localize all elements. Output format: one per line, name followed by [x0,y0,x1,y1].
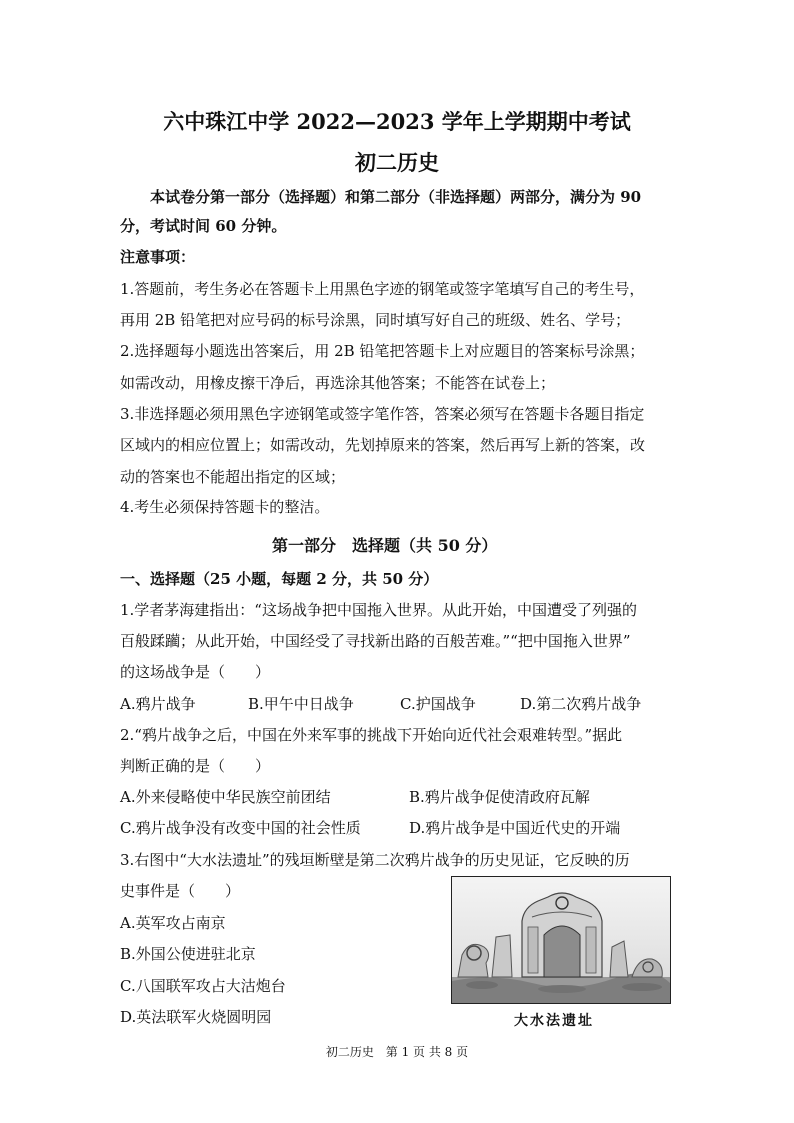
notes-line: 如需改动，用橡皮擦干净后，再选涂其他答案；不能答在试卷上； [120,374,556,392]
footer-subject: 初二历史 [325,1045,374,1059]
q1-option-a: A.鸦片战争 [120,695,196,713]
notes-line: 动的答案也不能超出指定的区域； [120,468,346,486]
q2-text: 2.“鸦片战争之后，中国在外来军事的挑战下开始向近代社会艰难转型。”据此 [120,726,623,744]
notes-line: 3.非选择题必须用黑色字迹钢笔或签字笔作答，答案必须写在答题卡各题目指定 [120,405,645,423]
ruins-photo [451,876,671,1004]
exam-subject: 初二历史 [355,150,439,175]
q3-option-d: D.英法联军火烧圆明园 [120,1008,272,1026]
q1-option-c: C.护国战争 [400,695,476,713]
notes-line: 2.选择题每小题选出答案后，用 2B 铅笔把答题卡上对应题目的答案标号涂黑； [120,342,645,360]
intro-line-1: 本试卷分第一部分（选择题）和第二部分（非选择题）两部分，满分为 90 [150,188,642,206]
q1-option-d: D.第二次鸦片战争 [520,695,642,713]
q1-text: 1.学者茅海建指出：“这场战争把中国拖入世界。从此开始，中国遭受了列强的 [120,601,637,619]
q2-option-a: A.外来侵略使中华民族空前团结 [120,788,331,806]
q2-option-d: D.鸦片战争是中国近代史的开端 [409,819,621,837]
notes-line: 再用 2B 铅笔把对应号码的标号涂黑，同时填写好自己的班级、姓名、学号； [120,311,631,329]
q1-text: 百般蹂躏；从此开始，中国经受了寻找新出路的百般苦难。”“把中国拖入世界” [120,632,631,650]
notes-line: 1.答题前，考生务必在答题卡上用黑色字迹的钢笔或签字笔填写自己的考生号， [120,280,645,298]
q3-option-b: B.外国公使进驻北京 [120,945,256,963]
q3-option-c: C.八国联军攻占大沽炮台 [120,977,286,995]
q1-option-b: B.甲午中日战争 [248,695,354,713]
q2-option-b: B.鸦片战争促使清政府瓦解 [409,788,590,806]
q2-option-c: C.鸦片战争没有改变中国的社会性质 [120,819,361,837]
q3-text: 史事件是（ ） [120,882,241,900]
part1-heading: 第一部分 选择题（共 50 分） [272,536,498,555]
intro-line-2: 分，考试时间 60 分钟。 [120,217,287,235]
notes-heading: 注意事项： [120,248,196,266]
page-footer [0,1043,794,1060]
q2-text: 判断正确的是（ ） [120,757,271,775]
figure-caption: 大水法遗址 [514,1013,594,1029]
section-heading: 一、选择题（25 小题，每题 2 分，共 50 分） [120,570,439,588]
exam-title: 六中珠江中学 2022—2023 学年上学期期中考试 [163,109,631,134]
q3-option-a: A.英军攻占南京 [120,914,226,932]
footer-page-number: 第 1 页 共 8 页 [385,1045,469,1059]
notes-line: 4.考生必须保持答题卡的整洁。 [120,498,330,516]
notes-line: 区域内的相应位置上；如需改动，先划掉原来的答案，然后再写上新的答案，改 [120,436,646,454]
q3-text: 3.右图中“大水法遗址”的残垣断壁是第二次鸦片战争的历史见证，它反映的历 [120,851,630,869]
q1-text: 的这场战争是（ ） [120,663,271,681]
